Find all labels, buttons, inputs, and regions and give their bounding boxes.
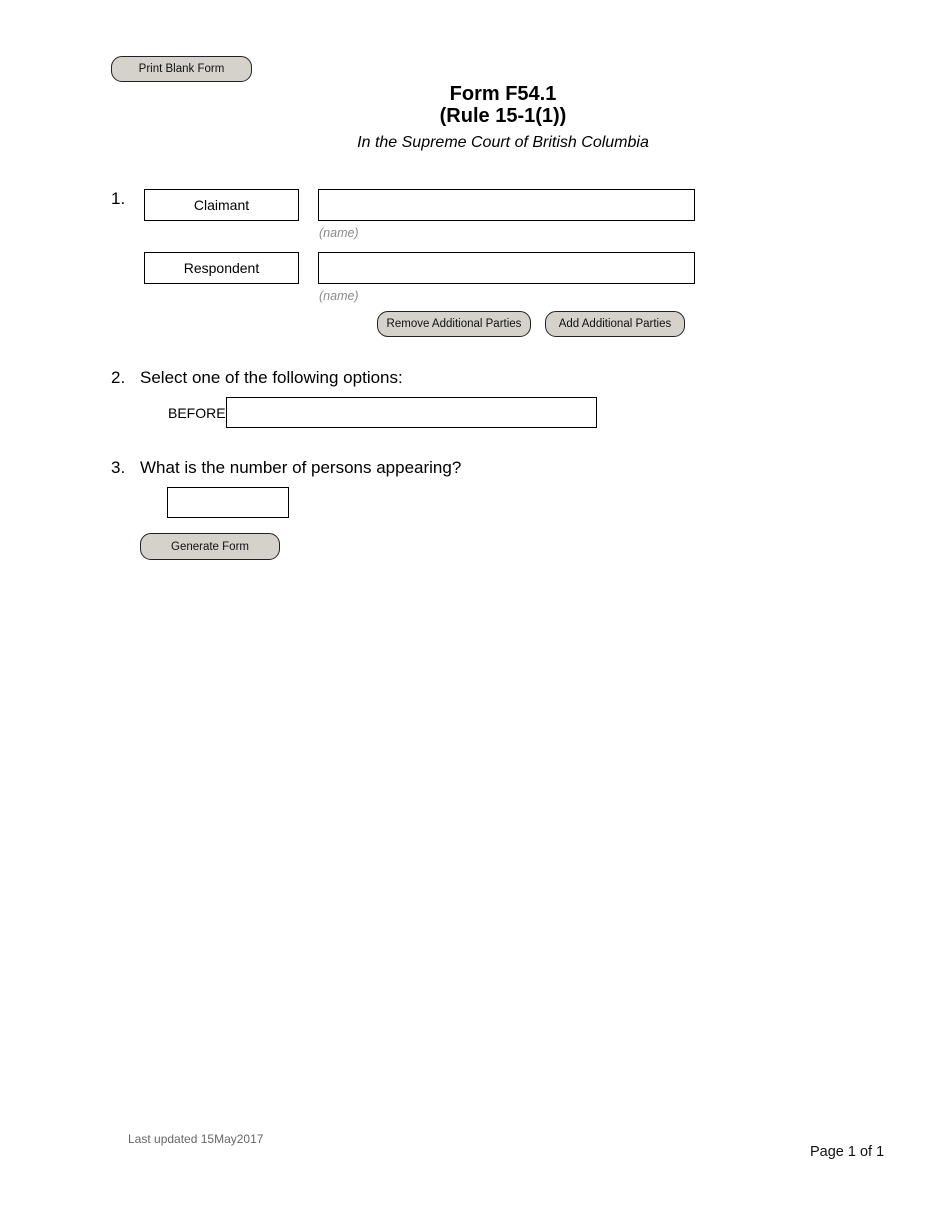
claimant-name-input[interactable] (318, 189, 695, 221)
section-3-number: 3. (111, 458, 126, 477)
section-2-question: Select one of the following options: (140, 368, 403, 387)
respondent-role-selector[interactable] (144, 252, 299, 284)
claimant-role-selector[interactable] (144, 189, 299, 221)
respondent-role-label: Respondent (183, 260, 260, 276)
remove-additional-parties-button[interactable]: Remove Additional Parties (377, 311, 531, 337)
court-name: In the Supreme Court of British Columbia (357, 134, 649, 151)
claimant-role-label: Claimant (193, 197, 250, 213)
section-3-question: What is the number of persons appearing? (140, 458, 462, 477)
before-label: BEFORE (168, 405, 226, 421)
section-2-number: 2. (111, 368, 126, 387)
last-updated-text: Last updated 15May2017 (128, 1132, 264, 1146)
generate-form-button[interactable]: Generate Form (140, 533, 280, 560)
form-rule: (Rule 15-1(1)) (439, 105, 567, 127)
section-1-number: 1. (111, 189, 126, 208)
respondent-name-hint: (name) (319, 289, 359, 303)
page-number: Page 1 of 1 (810, 1144, 885, 1160)
before-input[interactable] (226, 397, 597, 428)
persons-appearing-input[interactable] (167, 487, 289, 518)
claimant-name-hint: (name) (319, 226, 359, 240)
form-title: Form F54.1 (449, 83, 557, 105)
respondent-name-input[interactable] (318, 252, 695, 284)
add-additional-parties-button[interactable]: Add Additional Parties (545, 311, 685, 337)
print-blank-form-button[interactable]: Print Blank Form (111, 56, 252, 82)
